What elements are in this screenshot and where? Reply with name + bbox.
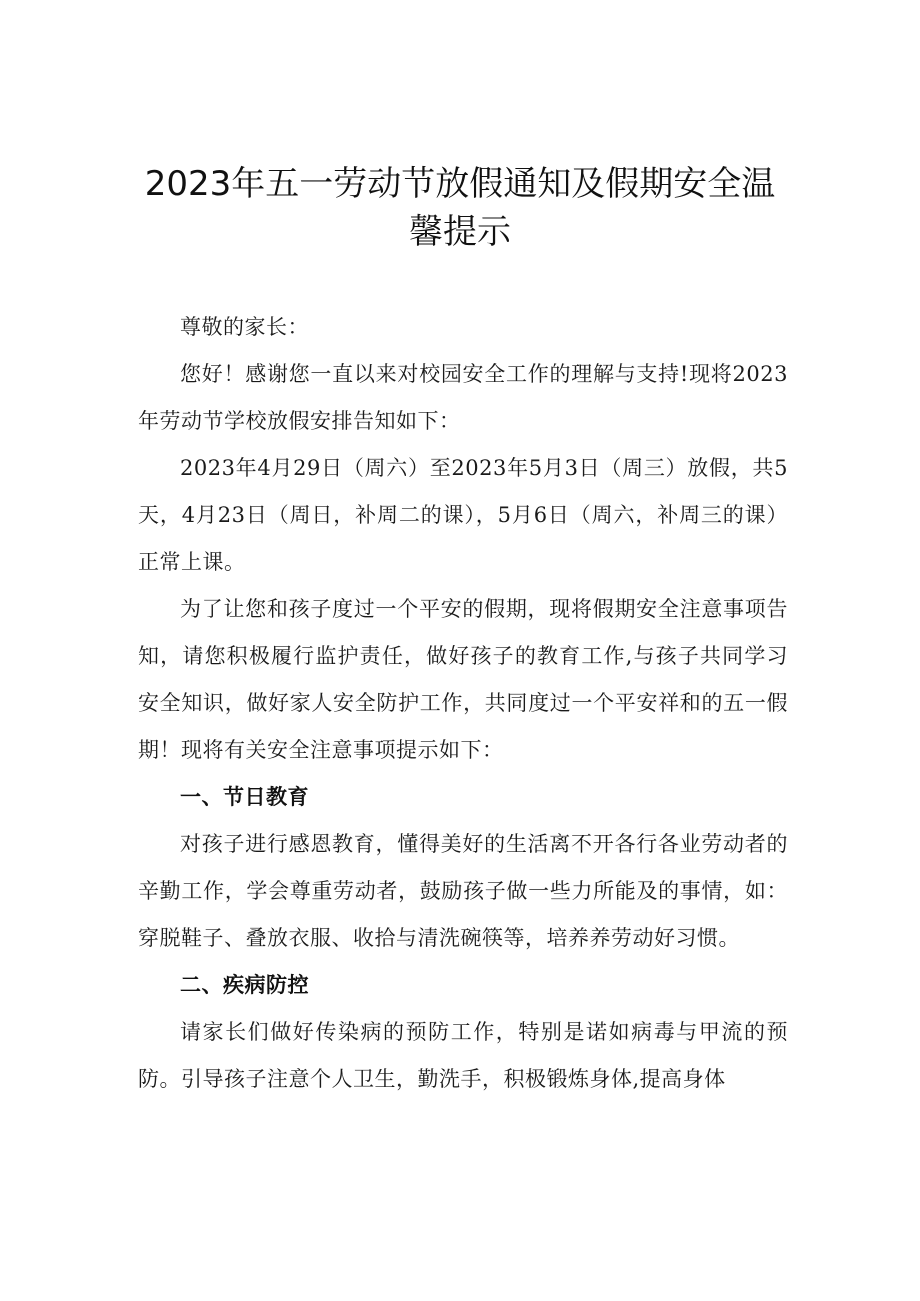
section-heading-disease-prevention: 二、疾病防控 bbox=[180, 973, 309, 997]
salutation: 尊敬的家长： bbox=[180, 315, 309, 339]
document-body bbox=[138, 304, 788, 1103]
paragraph-intro: 为了让您和孩子度过一个平安的假期，现将假期安全注意事项告知，请您积极履行监护责任，做好孩子的教育工作,与孩子共同学习安全知识，做好家人安全防护工作，共同度过一个平安祥和的五一假期！现将有关安全注意事项提示如下： bbox=[138, 597, 788, 762]
document-title bbox=[120, 160, 800, 256]
section-text-disease-prevention: 请家长们做好传染病的预防工作，特别是诺如病毒与甲流的预防。引导孩子注意个人卫生，勤洗手，积极锻炼身体,提高身体 bbox=[138, 1020, 788, 1091]
title-line-2: 馨提示 bbox=[409, 212, 511, 252]
title-line-1: 2023年五一劳动节放假通知及假期安全温 bbox=[144, 164, 776, 204]
section-heading-holiday-education: 一、节日教育 bbox=[180, 785, 309, 809]
paragraph-schedule: 2023年4月29日（周六）至2023年5月3日（周三）放假，共5天，4月23日（周日，补周二的课），5月6日（周六，补周三的课）正常上课。 bbox=[138, 456, 788, 574]
paragraph-greeting: 您好！感谢您一直以来对校园安全工作的理解与支持!现将2023年劳动节学校放假安排告知如下： bbox=[138, 362, 788, 433]
section-text-holiday-education: 对孩子进行感恩教育，懂得美好的生活离不开各行各业劳动者的辛勤工作，学会尊重劳动者，鼓励孩子做一些力所能及的事情，如：穿脱鞋子、叠放衣服、收拾与清洗碗筷等，培养养劳动好习惯。 bbox=[138, 832, 788, 950]
